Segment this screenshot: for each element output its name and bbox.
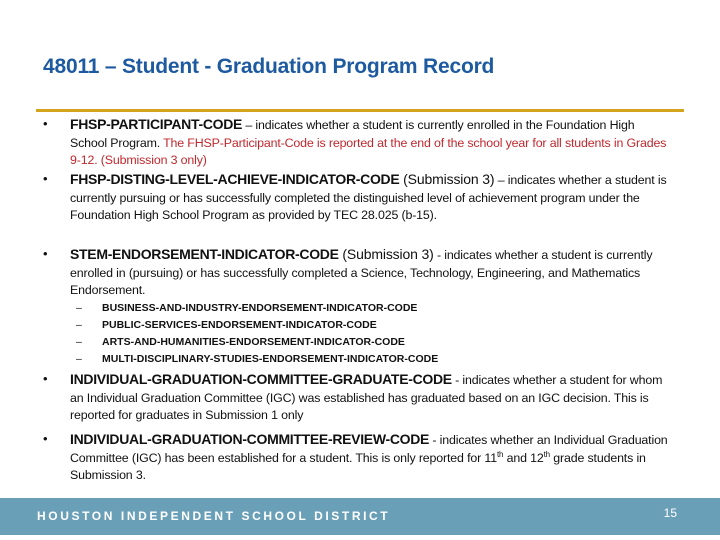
sub-list-item	[76, 300, 438, 317]
field-description: - indicates whether a student is currently enrolled in (pursuing) or has successfully completed a Science, Technology, Engineering, and Mathematics Endorsement.	[70, 248, 653, 297]
page-number: 15	[663, 506, 677, 520]
field-code: FHSP-PARTICIPANT-CODE	[70, 116, 243, 132]
bullet-item	[43, 171, 673, 225]
field-code: INDIVIDUAL-GRADUATION-COMMITTEE-GRADUATE-CODE	[70, 371, 452, 387]
dash-icon: –	[76, 336, 82, 348]
field-code: STEM-ENDORSEMENT-INDICATOR-CODE	[70, 246, 339, 262]
bullet-icon: •	[43, 431, 48, 446]
dash-icon: –	[76, 353, 82, 365]
sub-item-label: BUSINESS-AND-INDUSTRY-ENDORSEMENT-INDICATOR-CODE	[102, 302, 418, 314]
field-code: INDIVIDUAL-GRADUATION-COMMITTEE-REVIEW-CODE	[70, 431, 430, 447]
title-divider	[36, 109, 684, 112]
bullet-icon: •	[43, 171, 48, 186]
superscript: th	[496, 449, 504, 459]
bullet-item	[43, 431, 673, 485]
bullet-item	[43, 116, 673, 170]
slide-title: 48011 – Student - Graduation Program Record	[43, 55, 495, 78]
sub-item-label: ARTS-AND-HUMANITIES-ENDORSEMENT-INDICATOR-CODE	[102, 336, 405, 348]
district-name: HOUSTON INDEPENDENT SCHOOL DISTRICT	[37, 509, 391, 523]
endorsement-sub-list	[76, 300, 438, 368]
sub-list-item	[76, 351, 438, 368]
field-note: The FHSP-Participant-Code is reported at the end of the school year for all students in Grades 9-12. (Submission 3 only)	[70, 135, 667, 167]
dash-icon: –	[76, 302, 82, 314]
bullet-item	[43, 371, 673, 425]
field-description: – indicates whether a student is currently pursuing or has successfully completed the distinguished level of achievement program under the Foundation High School Program as provided by TEC 28.025 (b-15).	[70, 173, 667, 222]
bullet-item	[43, 246, 673, 300]
bullet-icon: •	[43, 116, 48, 131]
footer-bar	[0, 498, 720, 535]
dash-icon: –	[76, 319, 82, 331]
field-description-end: grade students in Submission 3.	[70, 450, 646, 482]
field-description: – indicates whether a student is currently enrolled in the Foundation High School Program.	[70, 118, 635, 150]
field-description-cont: and 12	[503, 450, 544, 465]
bullet-icon: •	[43, 246, 48, 261]
field-code: FHSP-DISTING-LEVEL-ACHIEVE-INDICATOR-CODE	[70, 171, 400, 187]
field-description: - indicates whether an Individual Graduation Committee (IGC) has been established for a student. This is only reported for 11	[70, 433, 668, 465]
field-submission: (Submission 3)	[338, 246, 434, 262]
sub-list-item	[76, 334, 438, 351]
field-description: - indicates whether a student for whom an Individual Graduation Committee (IGC) was established has graduated based on an IGC decision. This is reported for graduates in Submission 1 only	[70, 373, 663, 422]
superscript: th	[543, 449, 550, 459]
sub-item-label: PUBLIC-SERVICES-ENDORSEMENT-INDICATOR-CODE	[102, 319, 377, 331]
sub-list-item	[76, 317, 438, 334]
sub-item-label: MULTI-DISCIPLINARY-STUDIES-ENDORSEMENT-INDICATOR-CODE	[102, 353, 439, 365]
field-submission: (Submission 3)	[399, 171, 495, 187]
bullet-icon: •	[43, 371, 48, 386]
